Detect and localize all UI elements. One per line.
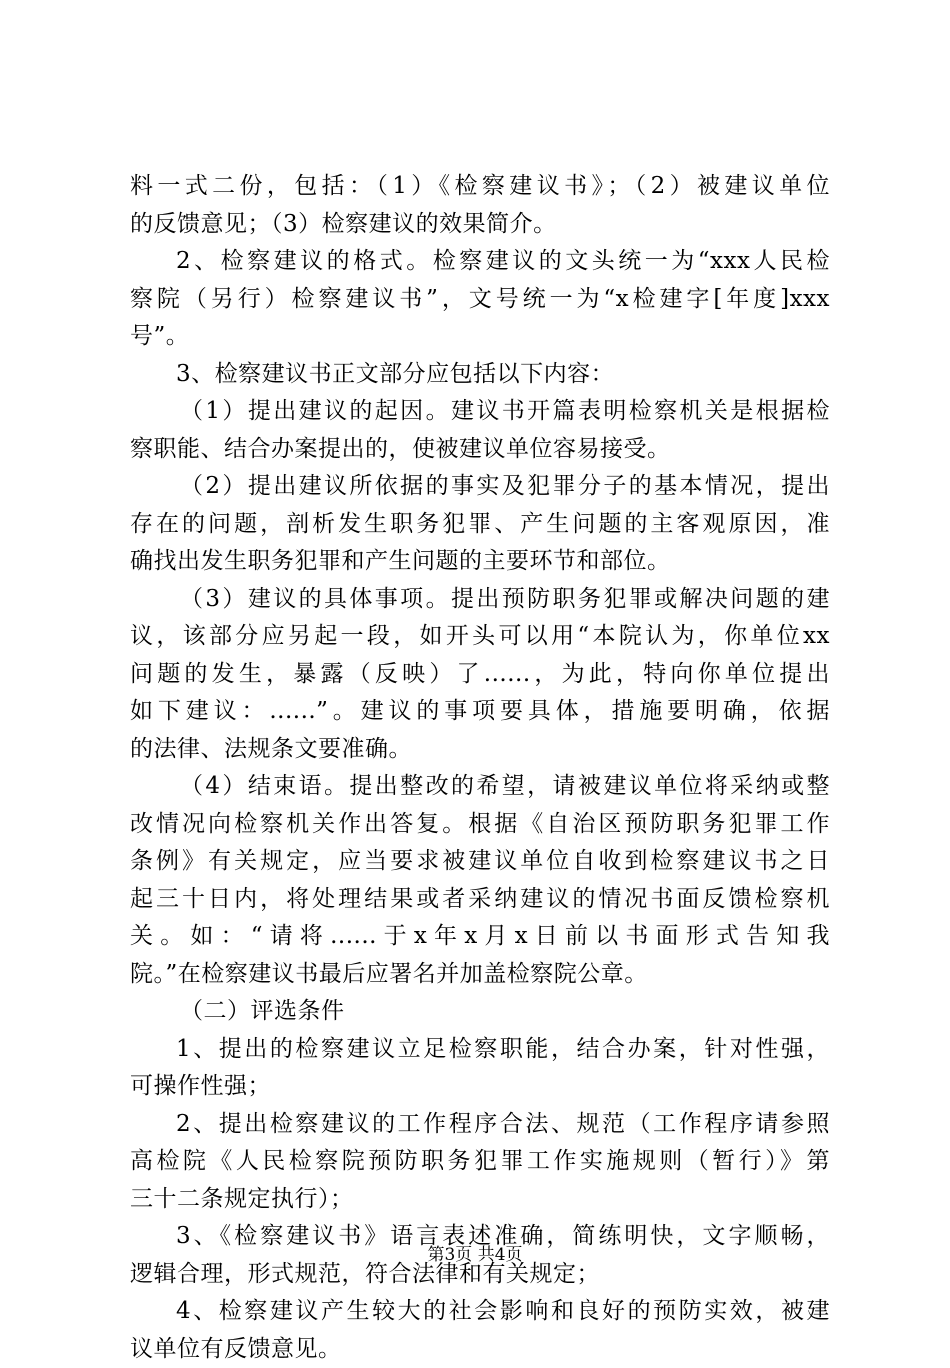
text-line: 存在的问题，剖析发生职务犯罪、产生问题的主客观原因，准 — [130, 506, 830, 544]
text-line: 条例》有关规定，应当要求被建议单位自收到检察建议书之日 — [130, 843, 830, 881]
text-line: 的反馈意见；（3）检察建议的效果简介。 — [130, 206, 830, 244]
text-line: 察职能、结合办案提出的，使被建议单位容易接受。 — [130, 431, 830, 469]
text-line: （二）评选条件 — [130, 993, 830, 1031]
text-line: 1、提出的检察建议立足检察职能，结合办案，针对性强， — [130, 1031, 830, 1069]
text-line: 起三十日内，将处理结果或者采纳建议的情况书面反馈检察机 — [130, 881, 830, 919]
text-line: 2、检察建议的格式。检察建议的文头统一为“xxx人民检 — [130, 243, 830, 281]
text-line: 3、检察建议书正文部分应包括以下内容： — [130, 356, 830, 394]
text-line: （4）结束语。提出整改的希望，请被建议单位将采纳或整 — [130, 768, 830, 806]
text-line: 逻辑合理，形式规范，符合法律和有关规定； — [130, 1256, 830, 1294]
text-line: （3）建议的具体事项。提出预防职务犯罪或解决问题的建 — [130, 581, 830, 619]
text-line: 3、《检察建议书》语言表述准确，简练明快，文字顺畅， — [130, 1218, 830, 1256]
text-line: 关。如：“请将......于x年x月x日前以书面形式告知我 — [130, 918, 830, 956]
text-line: 三十二条规定执行）； — [130, 1181, 830, 1219]
text-line: 院。”在检察建议书最后应署名并加盖检察院公章。 — [130, 956, 830, 994]
text-line: 料一式二份，包括：（1）《检察建议书》；（2）被建议单位 — [130, 168, 830, 206]
text-line: 议单位有反馈意见。 — [130, 1331, 830, 1368]
text-line: 的法律、法规条文要准确。 — [130, 731, 830, 769]
text-line: 4、检察建议产生较大的社会影响和良好的预防实效，被建 — [130, 1293, 830, 1331]
text-line: 改情况向检察机关作出答复。根据《自治区预防职务犯罪工作 — [130, 806, 830, 844]
text-line: 确找出发生职务犯罪和产生问题的主要环节和部位。 — [130, 543, 830, 581]
text-line: （1）提出建议的起因。建议书开篇表明检察机关是根据检 — [130, 393, 830, 431]
text-line: 2、提出检察建议的工作程序合法、规范（工作程序请参照 — [130, 1106, 830, 1144]
text-line: 察院（另行）检察建议书”，文号统一为“x检建字[年度]xxx — [130, 281, 830, 319]
text-line: 可操作性强； — [130, 1068, 830, 1106]
text-line: 如下建议：......”。建议的事项要具体，措施要明确，依据 — [130, 693, 830, 731]
document-body — [130, 168, 830, 1368]
text-line: 号”。 — [130, 318, 830, 356]
text-line: 高检院《人民检察院预防职务犯罪工作实施规则（暂行）》第 — [130, 1143, 830, 1181]
text-line: （2）提出建议所依据的事实及犯罪分子的基本情况，提出 — [130, 468, 830, 506]
text-line: 问题的发生，暴露（反映）了......，为此，特向你单位提出 — [130, 656, 830, 694]
page-footer: 第3页 共4页 — [0, 1244, 950, 1266]
text-line: 议，该部分应另起一段，如开头可以用“本院认为，你单位xx — [130, 618, 830, 656]
